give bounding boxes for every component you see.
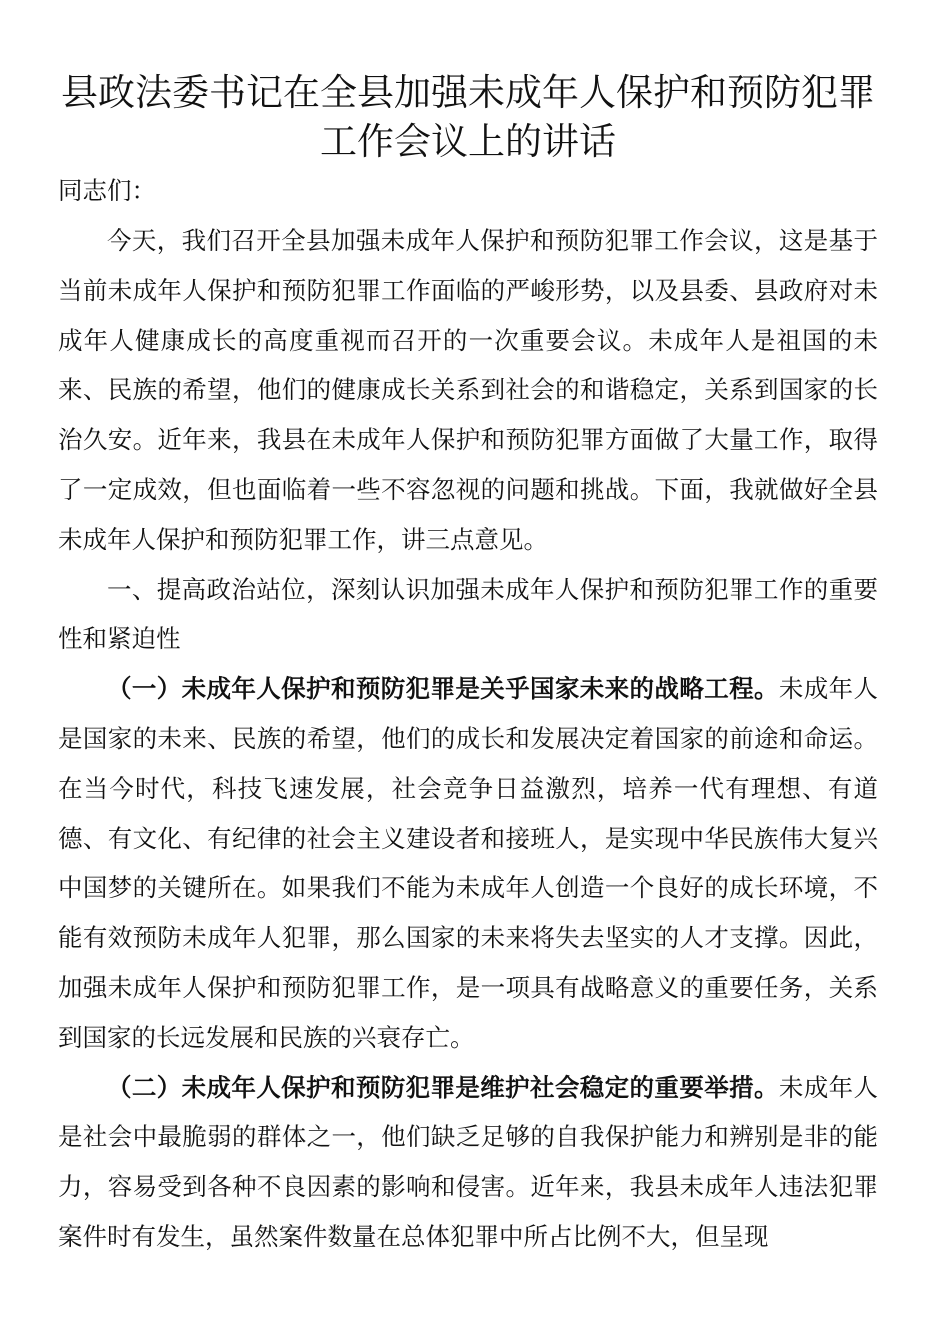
intro-paragraph: 今天，我们召开全县加强未成年人保护和预防犯罪工作会议，这是基于当前未成年人保护和预防犯罪工作面临的严峻形势，以及县委、县政府对未成年人健康成长的高度重视而召开的一次重要会议。未成年人是祖国的未来、民族的希望，他们的健康成长关系到社会的和谐稳定，关系到国家的长治久安。近年来，我县在未成年人保护和预防犯罪方面做了大量工作，取得了一定成效，但也面临着一些不容忽视的问题和挑战。下面，我就做好全县未成年人保护和预防犯罪工作，讲三点意见。 [58,226,878,554]
document-page [58,68,878,1262]
point-1-lead: （一）未成年人保护和预防犯罪是关乎国家未来的战略工程。 [107,674,779,704]
salutation: 同志们： [58,176,156,205]
document-title: 县政法委书记在全县加强未成年人保护和预防犯罪工作会议上的讲话 [61,71,875,163]
point-1-body: 未成年人是国家的未来、民族的希望，他们的成长和发展决定着国家的前途和命运。在当今时代，科技飞速发展，社会竞争日益激烈，培养一代有理想、有道德、有文化、有纪律的社会主义建设者和接班人，是实现中华民族伟大复兴中国梦的关键所在。如果我们不能为未成年人创造一个良好的成长环境，不能有效预防未成年人犯罪，那么国家的未来将失去坚实的人才支撑。因此，加强未成年人保护和预防犯罪工作，是一项具有战略意义的重要任务，关系到国家的长远发展和民族的兴衰存亡。 [58,674,879,1052]
point-1-paragraph [58,664,878,1062]
point-2-body: 未成年人是社会中最脆弱的群体之一，他们缺乏足够的自我保护能力和辨别是非的能力，容易受到各种不良因素的影响和侵害。近年来，我县未成年人违法犯罪案件时有发生，虽然案件数量在总体犯罪中所占比例不大，但呈现 [58,1072,879,1251]
section-1-heading: 一、提高政治站位，深刻认识加强未成年人保护和预防犯罪工作的重要性和紧迫性 [58,574,878,654]
point-2-lead: （二）未成年人保护和预防犯罪是维护社会稳定的重要举措。 [107,1072,779,1102]
point-2-paragraph [58,1063,878,1262]
